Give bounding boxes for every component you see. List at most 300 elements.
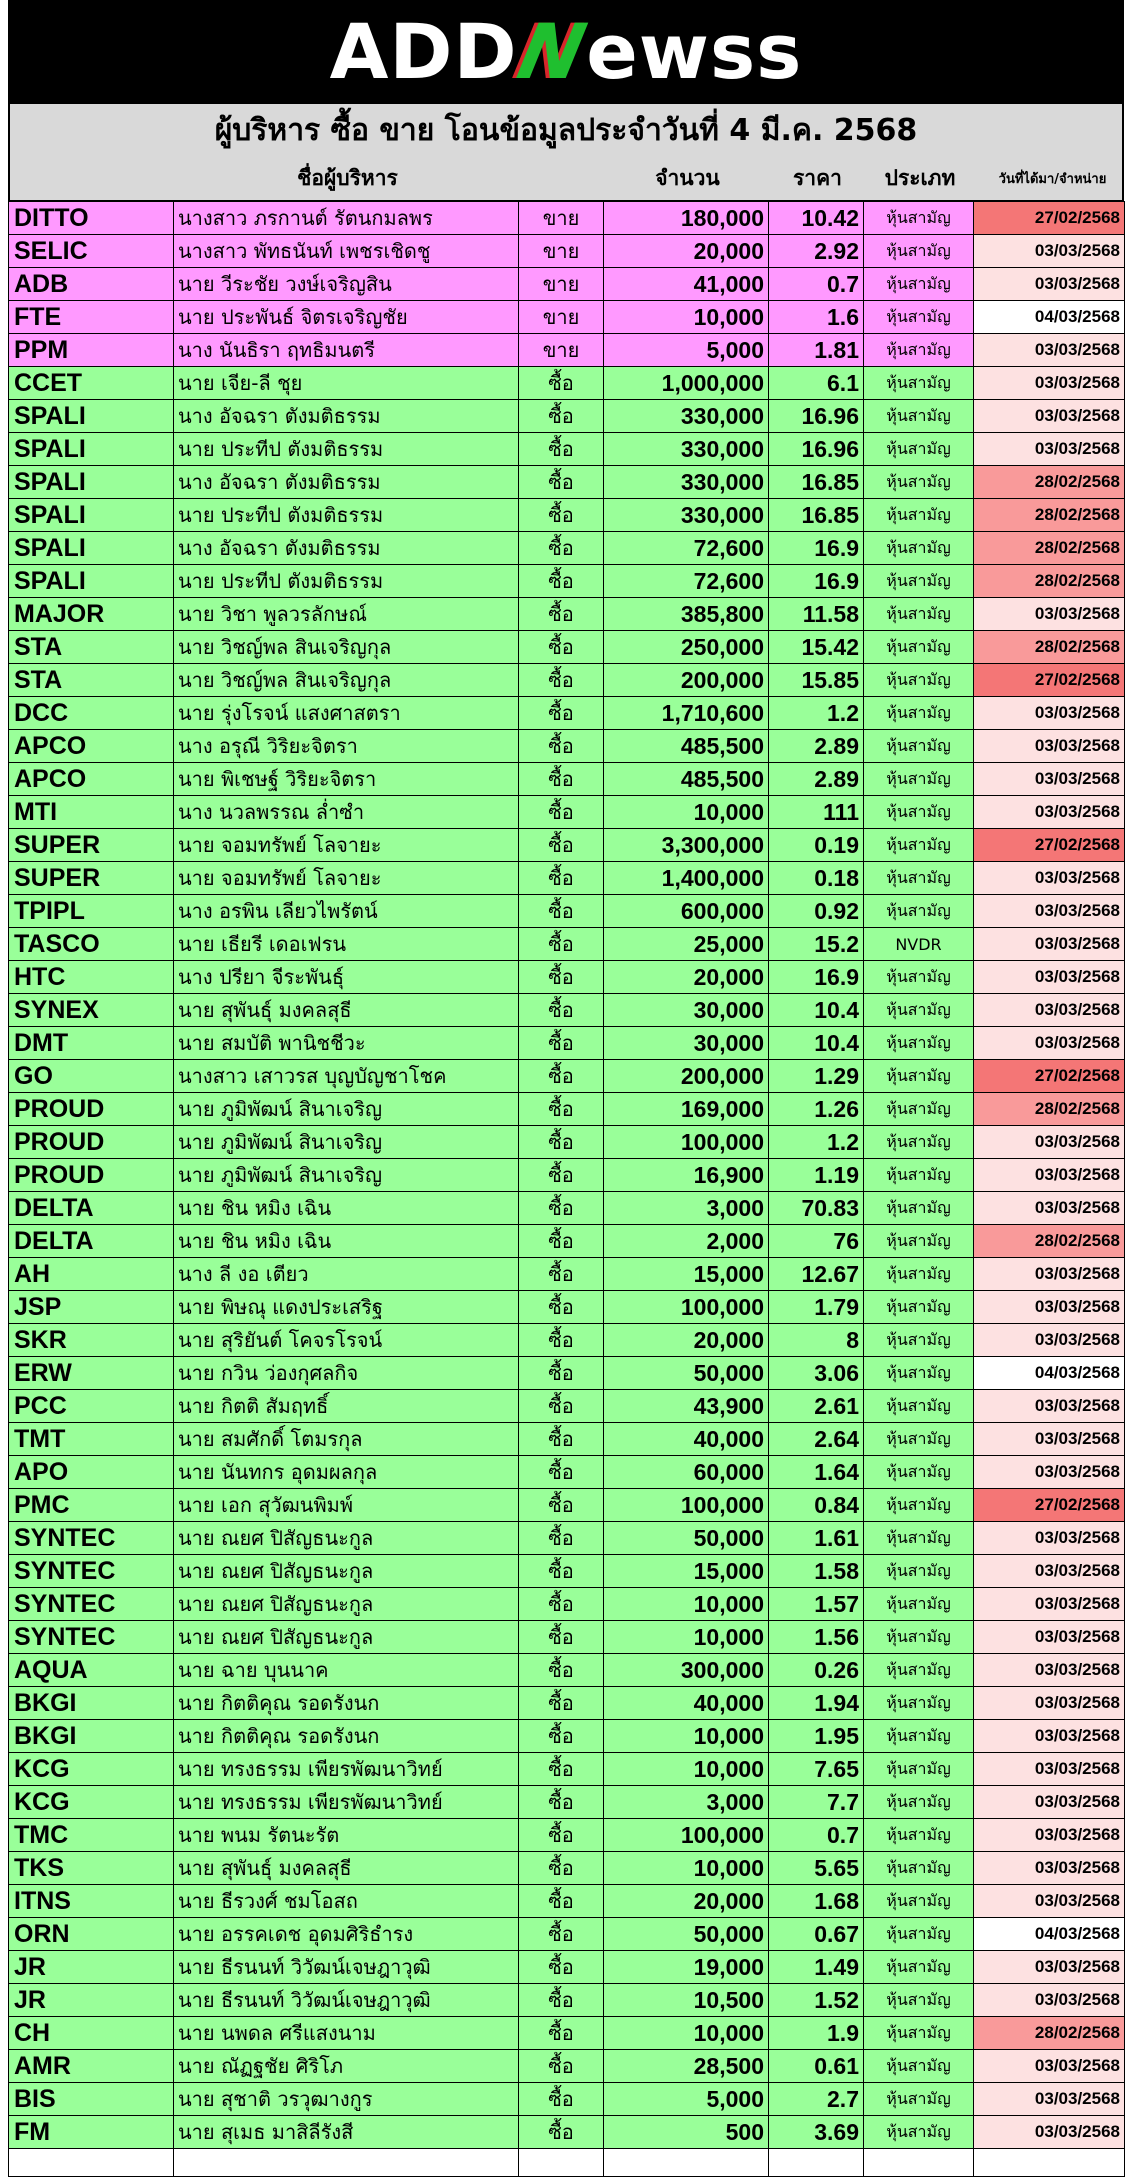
table-row [9,1192,1125,1225]
table-row [9,1357,1125,1390]
security-type-cell: หุ้นสามัญ [864,961,974,994]
volume-cell: 72,600 [604,565,769,598]
executive-name-cell: นาย พิเชษฐ์ วิริยะจิตรา [174,763,519,796]
price-cell: 1.9 [769,2017,864,2050]
executive-name-cell: นาย ณยศ ปิสัญธนะกูล [174,1621,519,1654]
symbol-cell: SYNTEC [9,1522,174,1555]
volume-cell: 3,000 [604,1192,769,1225]
date-cell: 03/03/2568 [974,1984,1125,2017]
symbol-cell: SYNTEC [9,1555,174,1588]
date-cell: 03/03/2568 [974,1720,1125,1753]
symbol-cell: CCET [9,367,174,400]
date-cell: 28/02/2568 [974,466,1125,499]
action-cell: ซื้อ [519,1522,604,1555]
table-row [9,895,1125,928]
action-cell: ขาย [519,334,604,367]
price-cell: 5.65 [769,1852,864,1885]
executive-name-cell: นาย ภูมิพัฒน์ สินาเจริญ [174,1126,519,1159]
action-cell: ขาย [519,202,604,235]
action-cell: ซื้อ [519,796,604,829]
action-cell: ซื้อ [519,2017,604,2050]
empty-cell [604,2149,769,2177]
price-cell: 1.57 [769,1588,864,1621]
table-row [9,2116,1125,2149]
security-type-cell: หุ้นสามัญ [864,532,974,565]
executive-name-cell: นาย ณัฏฐชัย ศิริโภ [174,2050,519,2083]
security-type-cell: หุ้นสามัญ [864,1192,974,1225]
action-cell: ขาย [519,268,604,301]
symbol-cell: APO [9,1456,174,1489]
volume-cell: 600,000 [604,895,769,928]
executive-name-cell: นางสาว ภรกานต์ รัตนกมลพร [174,202,519,235]
executive-name-cell: นาย จอมทรัพย์ โลจายะ [174,862,519,895]
table-row [9,1456,1125,1489]
executive-name-cell: นาย วิชญ์พล สินเจริญกุล [174,631,519,664]
action-cell: ซื้อ [519,1060,604,1093]
executive-name-cell: นาย สมบัติ พานิชชีวะ [174,1027,519,1060]
executive-name-cell: นาย ธีรวงศ์ ชมโอสถ [174,1885,519,1918]
security-type-cell: หุ้นสามัญ [864,697,974,730]
security-type-cell: หุ้นสามัญ [864,1819,974,1852]
action-cell: ซื้อ [519,367,604,400]
table-row [9,598,1125,631]
volume-cell: 330,000 [604,433,769,466]
price-cell: 15.85 [769,664,864,697]
security-type-cell: หุ้นสามัญ [864,1159,974,1192]
executive-name-cell: นาง ปรียา จีระพันธุ์ [174,961,519,994]
price-cell: 1.94 [769,1687,864,1720]
security-type-cell: หุ้นสามัญ [864,1885,974,1918]
date-cell: 28/02/2568 [974,2017,1125,2050]
volume-cell: 10,000 [604,796,769,829]
action-cell: ซื้อ [519,895,604,928]
price-cell: 0.26 [769,1654,864,1687]
security-type-cell: หุ้นสามัญ [864,2116,974,2149]
header-volume: จำนวน [655,165,720,190]
table-row [9,730,1125,763]
action-cell: ซื้อ [519,1489,604,1522]
action-cell: ซื้อ [519,1324,604,1357]
action-cell: ซื้อ [519,1885,604,1918]
executive-name-cell: นาย อรรคเดช อุดมศิริธำรง [174,1918,519,1951]
action-cell: ซื้อ [519,565,604,598]
security-type-cell: หุ้นสามัญ [864,334,974,367]
executive-name-cell: นาย สุเมธ มาสิลีรังสี [174,2116,519,2149]
date-cell: 27/02/2568 [974,1489,1125,1522]
table-row [9,1852,1125,1885]
price-cell: 10.4 [769,1027,864,1060]
action-cell: ซื้อ [519,499,604,532]
security-type-cell: หุ้นสามัญ [864,499,974,532]
action-cell: ซื้อ [519,1159,604,1192]
table-row [9,1060,1125,1093]
volume-cell: 5,000 [604,2083,769,2116]
price-cell: 16.96 [769,400,864,433]
action-cell: ซื้อ [519,1093,604,1126]
symbol-cell: SELIC [9,235,174,268]
action-cell: ซื้อ [519,1753,604,1786]
date-cell: 03/03/2568 [974,730,1125,763]
security-type-cell: หุ้นสามัญ [864,433,974,466]
security-type-cell: หุ้นสามัญ [864,994,974,1027]
security-type-cell: หุ้นสามัญ [864,1225,974,1258]
table-row [9,1720,1125,1753]
date-cell: 03/03/2568 [974,1621,1125,1654]
price-cell: 0.67 [769,1918,864,1951]
volume-cell: 1,400,000 [604,862,769,895]
security-type-cell: หุ้นสามัญ [864,829,974,862]
volume-cell: 15,000 [604,1258,769,1291]
security-type-cell: หุ้นสามัญ [864,1126,974,1159]
executive-name-cell: นาย พิษณุ แดงประเสริฐ [174,1291,519,1324]
date-cell: 03/03/2568 [974,895,1125,928]
symbol-cell: DELTA [9,1225,174,1258]
table-row [9,796,1125,829]
logo-text-add: ADD [329,7,518,96]
security-type-cell: NVDR [864,928,974,961]
table-row [9,961,1125,994]
table-row [9,928,1125,961]
security-type-cell: หุ้นสามัญ [864,1687,974,1720]
table-row [9,1885,1125,1918]
date-cell: 03/03/2568 [974,1951,1125,1984]
date-cell: 04/03/2568 [974,1918,1125,1951]
date-cell: 03/03/2568 [974,862,1125,895]
symbol-cell: TMC [9,1819,174,1852]
security-type-cell: หุ้นสามัญ [864,1060,974,1093]
volume-cell: 100,000 [604,1291,769,1324]
volume-cell: 10,000 [604,1852,769,1885]
executive-name-cell: นาย ทรงธรรม เพียรพัฒนาวิทย์ [174,1753,519,1786]
security-type-cell: หุ้นสามัญ [864,301,974,334]
price-cell: 10.42 [769,202,864,235]
executive-name-cell: นาย กิตติ สัมฤทธิ์ [174,1390,519,1423]
symbol-cell: DCC [9,697,174,730]
symbol-cell: FM [9,2116,174,2149]
symbol-cell: TPIPL [9,895,174,928]
table-row [9,697,1125,730]
price-cell: 76 [769,1225,864,1258]
price-cell: 0.19 [769,829,864,862]
logo-banner [8,0,1124,104]
symbol-cell: PROUD [9,1159,174,1192]
symbol-cell: JR [9,1951,174,1984]
price-cell: 1.64 [769,1456,864,1489]
table-row [9,565,1125,598]
security-type-cell: หุ้นสามัญ [864,1489,974,1522]
action-cell: ซื้อ [519,2116,604,2149]
date-cell: 03/03/2568 [974,1159,1125,1192]
date-cell: 03/03/2568 [974,796,1125,829]
executive-name-cell: นาย จอมทรัพย์ โลจายะ [174,829,519,862]
table-row [9,1918,1125,1951]
date-cell: 28/02/2568 [974,499,1125,532]
date-cell: 03/03/2568 [974,433,1125,466]
symbol-cell: BIS [9,2083,174,2116]
executive-name-cell: นาย วิชญ์พล สินเจริญกุล [174,664,519,697]
security-type-cell: หุ้นสามัญ [864,1786,974,1819]
price-cell: 2.61 [769,1390,864,1423]
executive-name-cell: นาย สมศักดิ์ โตมรกุล [174,1423,519,1456]
table-row [9,1258,1125,1291]
symbol-cell: APCO [9,763,174,796]
date-cell: 03/03/2568 [974,268,1125,301]
action-cell: ซื้อ [519,1225,604,1258]
header-price: ราคา [793,165,842,190]
symbol-cell: PROUD [9,1093,174,1126]
volume-cell: 40,000 [604,1687,769,1720]
volume-cell: 15,000 [604,1555,769,1588]
security-type-cell: หุ้นสามัญ [864,1951,974,1984]
date-cell: 03/03/2568 [974,1423,1125,1456]
action-cell: ซื้อ [519,1852,604,1885]
table-row [9,2017,1125,2050]
action-cell: ซื้อ [519,1720,604,1753]
symbol-cell: STA [9,631,174,664]
price-cell: 2.64 [769,1423,864,1456]
price-cell: 1.58 [769,1555,864,1588]
date-cell: 03/03/2568 [974,400,1125,433]
volume-cell: 1,710,600 [604,697,769,730]
security-type-cell: หุ้นสามัญ [864,1654,974,1687]
date-cell: 27/02/2568 [974,202,1125,235]
action-cell: ซื้อ [519,664,604,697]
price-cell: 16.85 [769,499,864,532]
price-cell: 0.7 [769,268,864,301]
action-cell: ซื้อ [519,1357,604,1390]
volume-cell: 5,000 [604,334,769,367]
action-cell: ซื้อ [519,631,604,664]
executive-name-cell: นาย ประพันธ์ จิตรเจริญชัย [174,301,519,334]
table-row [9,1654,1125,1687]
security-type-cell: หุ้นสามัญ [864,763,974,796]
executive-name-cell: นาย ทรงธรรม เพียรพัฒนาวิทย์ [174,1786,519,1819]
executive-name-cell: นาย ประทีป ตังมติธรรม [174,433,519,466]
price-cell: 0.18 [769,862,864,895]
date-cell: 27/02/2568 [974,829,1125,862]
symbol-cell: SYNTEC [9,1588,174,1621]
security-type-cell: หุ้นสามัญ [864,2050,974,2083]
price-cell: 15.2 [769,928,864,961]
symbol-cell: AH [9,1258,174,1291]
action-cell: ซื้อ [519,466,604,499]
action-cell: ซื้อ [519,1555,604,1588]
volume-cell: 200,000 [604,1060,769,1093]
volume-cell: 10,000 [604,1720,769,1753]
volume-cell: 20,000 [604,961,769,994]
date-cell: 03/03/2568 [974,697,1125,730]
table-row [9,763,1125,796]
volume-cell: 485,500 [604,730,769,763]
symbol-cell: SUPER [9,829,174,862]
date-cell: 03/03/2568 [974,598,1125,631]
price-cell: 0.92 [769,895,864,928]
security-type-cell: หุ้นสามัญ [864,1258,974,1291]
symbol-cell: HTC [9,961,174,994]
volume-cell: 50,000 [604,1522,769,1555]
logo-text-n: N [510,7,594,96]
logo-text-ewss: ewss [586,7,803,96]
addnewss-logo [329,7,803,96]
date-cell: 03/03/2568 [974,1390,1125,1423]
date-cell: 03/03/2568 [974,334,1125,367]
volume-cell: 250,000 [604,631,769,664]
executive-name-cell: นาย พนม รัตนะรัต [174,1819,519,1852]
table-row [9,268,1125,301]
executive-name-cell: นาย วิชา พูลวรลักษณ์ [174,598,519,631]
volume-cell: 50,000 [604,1357,769,1390]
table-row [9,1588,1125,1621]
executive-name-cell: นาย ณยศ ปิสัญธนะกูล [174,1555,519,1588]
symbol-cell: DITTO [9,202,174,235]
date-cell: 03/03/2568 [974,2050,1125,2083]
security-type-cell: หุ้นสามัญ [864,1852,974,1885]
symbol-cell: STA [9,664,174,697]
date-cell: 03/03/2568 [974,1654,1125,1687]
symbol-cell: SPALI [9,433,174,466]
volume-cell: 330,000 [604,400,769,433]
executive-name-cell: นาย สุชาติ วรวุฒางกูร [174,2083,519,2116]
volume-cell: 385,800 [604,598,769,631]
price-cell: 1.26 [769,1093,864,1126]
volume-cell: 72,600 [604,532,769,565]
price-cell: 111 [769,796,864,829]
symbol-cell: TKS [9,1852,174,1885]
executive-name-cell: นาง ลี งอ เตียว [174,1258,519,1291]
volume-cell: 19,000 [604,1951,769,1984]
table-row [9,1027,1125,1060]
price-cell: 1.81 [769,334,864,367]
symbol-cell: JR [9,1984,174,2017]
volume-cell: 100,000 [604,1819,769,1852]
action-cell: ซื้อ [519,1258,604,1291]
executive-name-cell: นาย สุริยันต์ โคจรโรจน์ [174,1324,519,1357]
security-type-cell: หุ้นสามัญ [864,1027,974,1060]
security-type-cell: หุ้นสามัญ [864,235,974,268]
security-type-cell: หุ้นสามัญ [864,1588,974,1621]
symbol-cell: SYNTEC [9,1621,174,1654]
date-cell: 03/03/2568 [974,235,1125,268]
action-cell: ซื้อ [519,1819,604,1852]
table-row [9,301,1125,334]
symbol-cell: PMC [9,1489,174,1522]
price-cell: 7.7 [769,1786,864,1819]
price-cell: 1.2 [769,1126,864,1159]
date-cell: 03/03/2568 [974,928,1125,961]
symbol-cell: TMT [9,1423,174,1456]
price-cell: 3.06 [769,1357,864,1390]
action-cell: ซื้อ [519,532,604,565]
price-cell: 0.61 [769,2050,864,2083]
date-cell: 28/02/2568 [974,1093,1125,1126]
volume-cell: 169,000 [604,1093,769,1126]
security-type-cell: หุ้นสามัญ [864,796,974,829]
executive-name-cell: นางสาว พัทธนันท์ เพชรเชิดชู [174,235,519,268]
volume-cell: 3,300,000 [604,829,769,862]
price-cell: 0.7 [769,1819,864,1852]
symbol-cell: SPALI [9,565,174,598]
date-cell: 03/03/2568 [974,1819,1125,1852]
date-cell: 03/03/2568 [974,1027,1125,1060]
volume-cell: 485,500 [604,763,769,796]
date-cell: 03/03/2568 [974,1192,1125,1225]
volume-cell: 10,000 [604,1621,769,1654]
date-cell: 03/03/2568 [974,1687,1125,1720]
table-row [9,1753,1125,1786]
date-cell: 03/03/2568 [974,1291,1125,1324]
executive-name-cell: นาย ฉาย บุนนาค [174,1654,519,1687]
security-type-cell: หุ้นสามัญ [864,1456,974,1489]
action-cell: ซื้อ [519,928,604,961]
security-type-cell: หุ้นสามัญ [864,1390,974,1423]
price-cell: 16.9 [769,565,864,598]
table-row [9,664,1125,697]
symbol-cell: SPALI [9,499,174,532]
date-cell: 28/02/2568 [974,532,1125,565]
action-cell: ซื้อ [519,1621,604,1654]
empty-cell [769,2149,864,2177]
security-type-cell: หุ้นสามัญ [864,466,974,499]
price-cell: 2.89 [769,730,864,763]
volume-cell: 10,000 [604,301,769,334]
security-type-cell: หุ้นสามัญ [864,1291,974,1324]
executive-name-cell: นาย รุ่งโรจน์ แสงศาสตรา [174,697,519,730]
executive-name-cell: นาย ประทีป ตังมติธรรม [174,565,519,598]
price-cell: 2.7 [769,2083,864,2116]
security-type-cell: หุ้นสามัญ [864,1720,974,1753]
price-cell: 1.19 [769,1159,864,1192]
price-cell: 1.68 [769,1885,864,1918]
executive-name-cell: นาย นพดล ศรีแสงนาม [174,2017,519,2050]
column-headers [10,156,1122,200]
date-cell: 03/03/2568 [974,1555,1125,1588]
security-type-cell: หุ้นสามัญ [864,2083,974,2116]
transactions-body [9,202,1125,2177]
empty-cell [974,2149,1125,2177]
executive-name-cell: นาง นันธิรา ฤทธิมนตรี [174,334,519,367]
transactions-table [8,201,1125,2177]
table-row [9,1951,1125,1984]
security-type-cell: หุ้นสามัญ [864,565,974,598]
executive-name-cell: นาง อัจฉรา ตังมติธรรม [174,400,519,433]
date-cell: 03/03/2568 [974,1126,1125,1159]
action-cell: ซื้อ [519,598,604,631]
date-cell: 28/02/2568 [974,631,1125,664]
action-cell: ซื้อ [519,1687,604,1720]
volume-cell: 20,000 [604,1885,769,1918]
action-cell: ซื้อ [519,697,604,730]
price-cell: 16.9 [769,532,864,565]
table-row [9,1093,1125,1126]
date-cell: 03/03/2568 [974,367,1125,400]
price-cell: 11.58 [769,598,864,631]
security-type-cell: หุ้นสามัญ [864,1621,974,1654]
table-row [9,1522,1125,1555]
date-cell: 03/03/2568 [974,2116,1125,2149]
date-cell: 03/03/2568 [974,2083,1125,2116]
executive-name-cell: นาย กิตติคุณ รอดรังนก [174,1720,519,1753]
table-row [9,829,1125,862]
security-type-cell: หุ้นสามัญ [864,367,974,400]
security-type-cell: หุ้นสามัญ [864,1753,974,1786]
table-row [9,367,1125,400]
volume-cell: 20,000 [604,235,769,268]
symbol-cell: BKGI [9,1687,174,1720]
symbol-cell: ORN [9,1918,174,1951]
header-type: ประเภท [884,165,956,190]
date-cell: 03/03/2568 [974,1456,1125,1489]
action-cell: ซื้อ [519,763,604,796]
